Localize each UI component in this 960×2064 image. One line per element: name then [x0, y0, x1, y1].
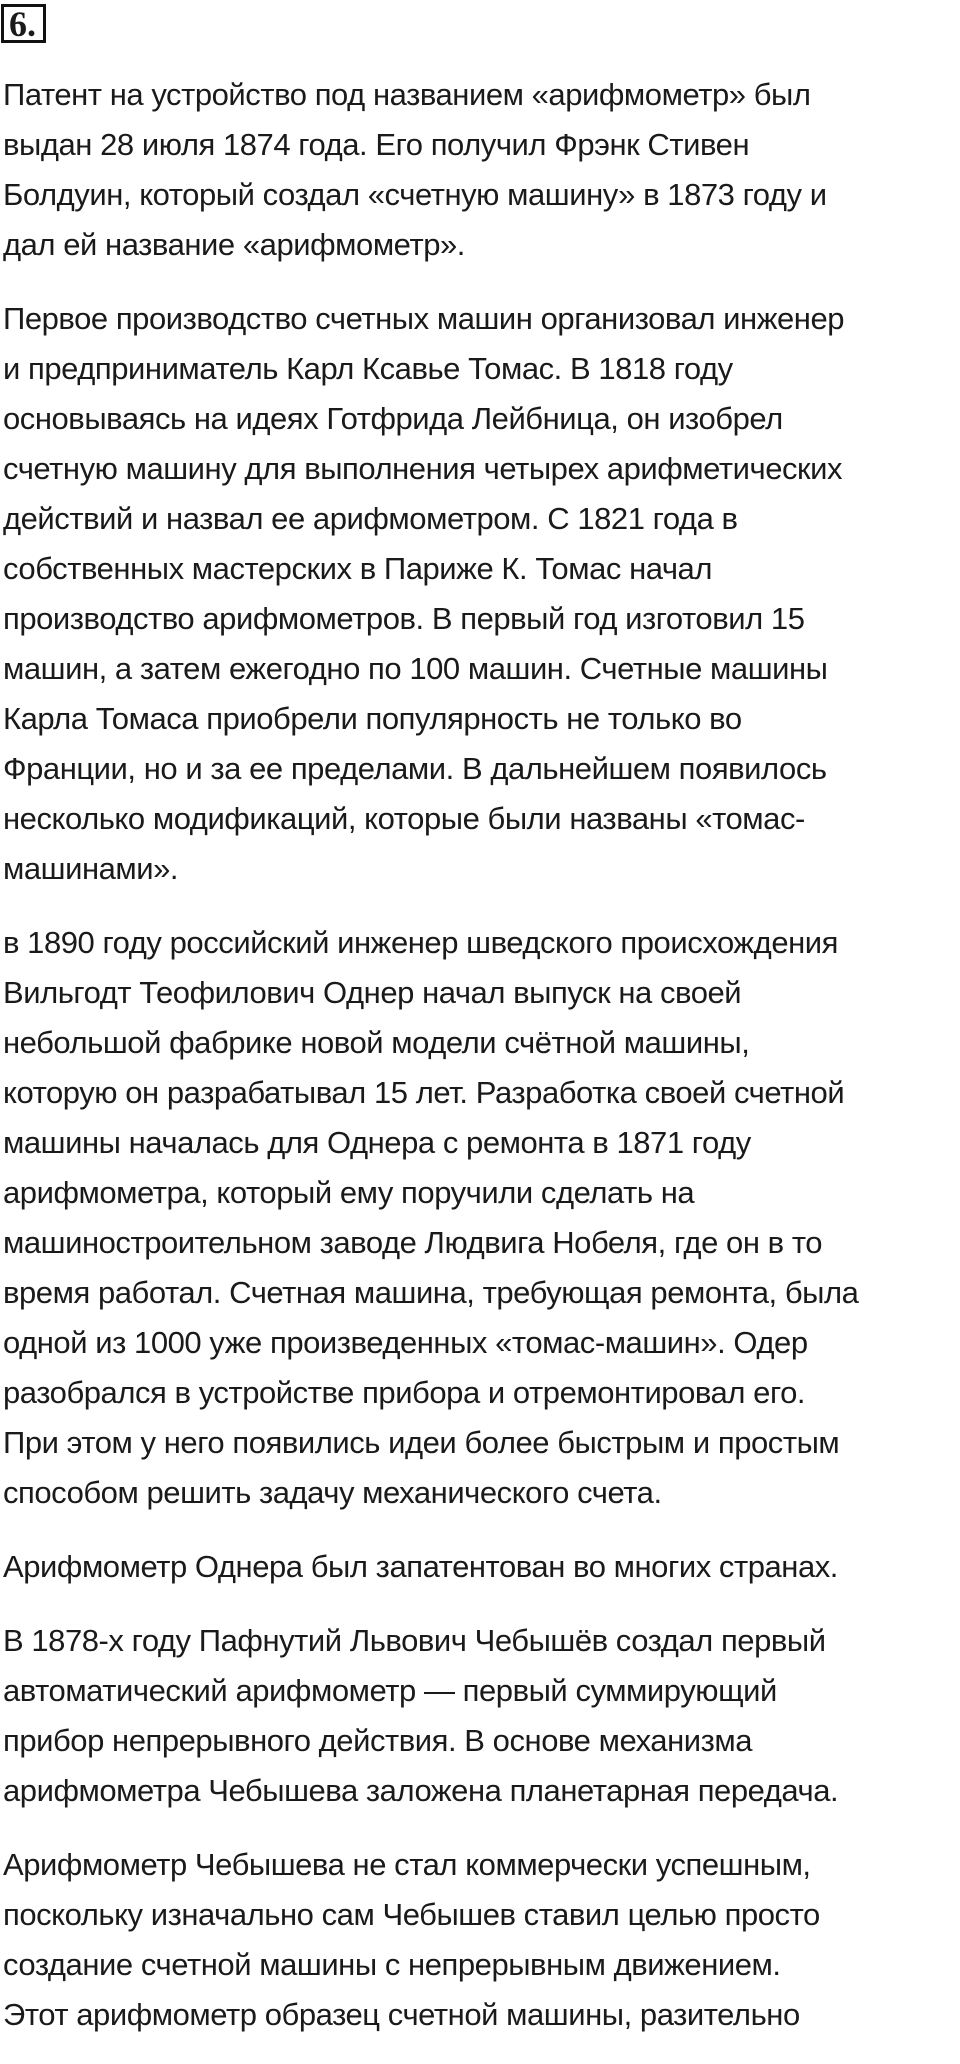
paragraph-5 — [3, 1616, 958, 1816]
text-line: Франции, но и за ее пределами. В дальнейшем появилось — [3, 751, 827, 786]
text-line: В 1878-х году Пафнутий Львович Чебышёв создал первый — [3, 1623, 826, 1658]
task-number — [9, 5, 36, 43]
text-line: создание счетной машины с непрерывным движением. — [3, 1947, 781, 1982]
text-line: основываясь на идеях Готфрида Лейбница, он изобрел — [3, 401, 783, 436]
text-body — [3, 70, 958, 2064]
text-line: небольшой фабрике новой модели счётной машины, — [3, 1025, 750, 1060]
text-line: машиностроительном заводе Людвига Нобеля, где он в то — [3, 1225, 823, 1260]
paragraph-1 — [3, 70, 958, 270]
text-line: дал ей название «арифмометр». — [3, 227, 465, 262]
text-line: разобрался в устройстве прибора и отремонтировал его. — [3, 1375, 806, 1410]
text-line: Арифмометр Чебышева не стал коммерчески успешным, — [3, 1847, 811, 1882]
text-line: автоматический арифмометр — первый суммирующий — [3, 1673, 777, 1708]
text-line: прибор непрерывного действия. В основе механизма — [3, 1723, 753, 1758]
text-line: выдан 28 июля 1874 года. Его получил Фрэнк Стивен — [3, 127, 750, 162]
text-line: машинами». — [3, 851, 179, 886]
text-line: несколько модификаций, которые были названы «томас- — [3, 801, 805, 836]
text-line: Болдуин, который создал «счетную машину» в 1873 году и — [3, 177, 827, 212]
paragraph-4 — [3, 1542, 958, 1592]
text-line: собственных мастерских в Париже К. Томас начал — [3, 551, 712, 586]
text-line: арифмометра Чебышева заложена планетарная передача. — [3, 1773, 839, 1808]
text-line: способом решить задачу механического счета. — [3, 1475, 662, 1510]
text-line: действий и назвал ее арифмометром. С 1821 года в — [3, 501, 738, 536]
text-line: При этом у него появились идеи более быстрым и простым — [3, 1425, 840, 1460]
text-line: которую он разрабатывал 15 лет. Разработка своей счетной — [3, 1075, 845, 1110]
paragraph-2 — [3, 294, 958, 894]
text-line: машин, а затем ежегодно по 100 машин. Счетные машины — [3, 651, 828, 686]
text-line: Вильгодт Теофилович Однер начал выпуск на своей — [3, 975, 742, 1010]
text-line: арифмометра, который ему поручили сделать на — [3, 1175, 695, 1210]
text-line: в 1890 году российский инженер шведского происхождения — [3, 925, 838, 960]
task-number-digit: 6 — [9, 4, 27, 44]
text-line: счетную машину для выполнения четырех арифметических — [3, 451, 843, 486]
text-line: время работал. Счетная машина, требующая ремонта, была — [3, 1275, 859, 1310]
text-line: машины началась для Однера с ремонта в 1871 году — [3, 1125, 751, 1160]
paragraph-6 — [3, 1840, 958, 2040]
text-line: одной из 1000 уже произведенных «томас-машин». Одер — [3, 1325, 808, 1360]
text-line: Карла Томаса приобрели популярность не только во — [3, 701, 742, 736]
task-number-dot: . — [27, 4, 36, 44]
text-line: Патент на устройство под названием «арифмометр» был — [3, 77, 811, 112]
paragraph-3 — [3, 918, 958, 1518]
text-line: производство арифмометров. В первый год изготовил 15 — [3, 601, 805, 636]
text-line: Этот арифмометр образец счетной машины, разительно — [3, 1997, 800, 2032]
text-line: поскольку изначально сам Чебышев ставил целью просто — [3, 1897, 820, 1932]
text-line: Первое производство счетных машин организовал инженер — [3, 301, 845, 336]
text-line: Арифмометр Однера был запатентован во многих странах. — [3, 1549, 838, 1584]
text-line: и предприниматель Карл Ксавье Томас. В 1818 году — [3, 351, 733, 386]
